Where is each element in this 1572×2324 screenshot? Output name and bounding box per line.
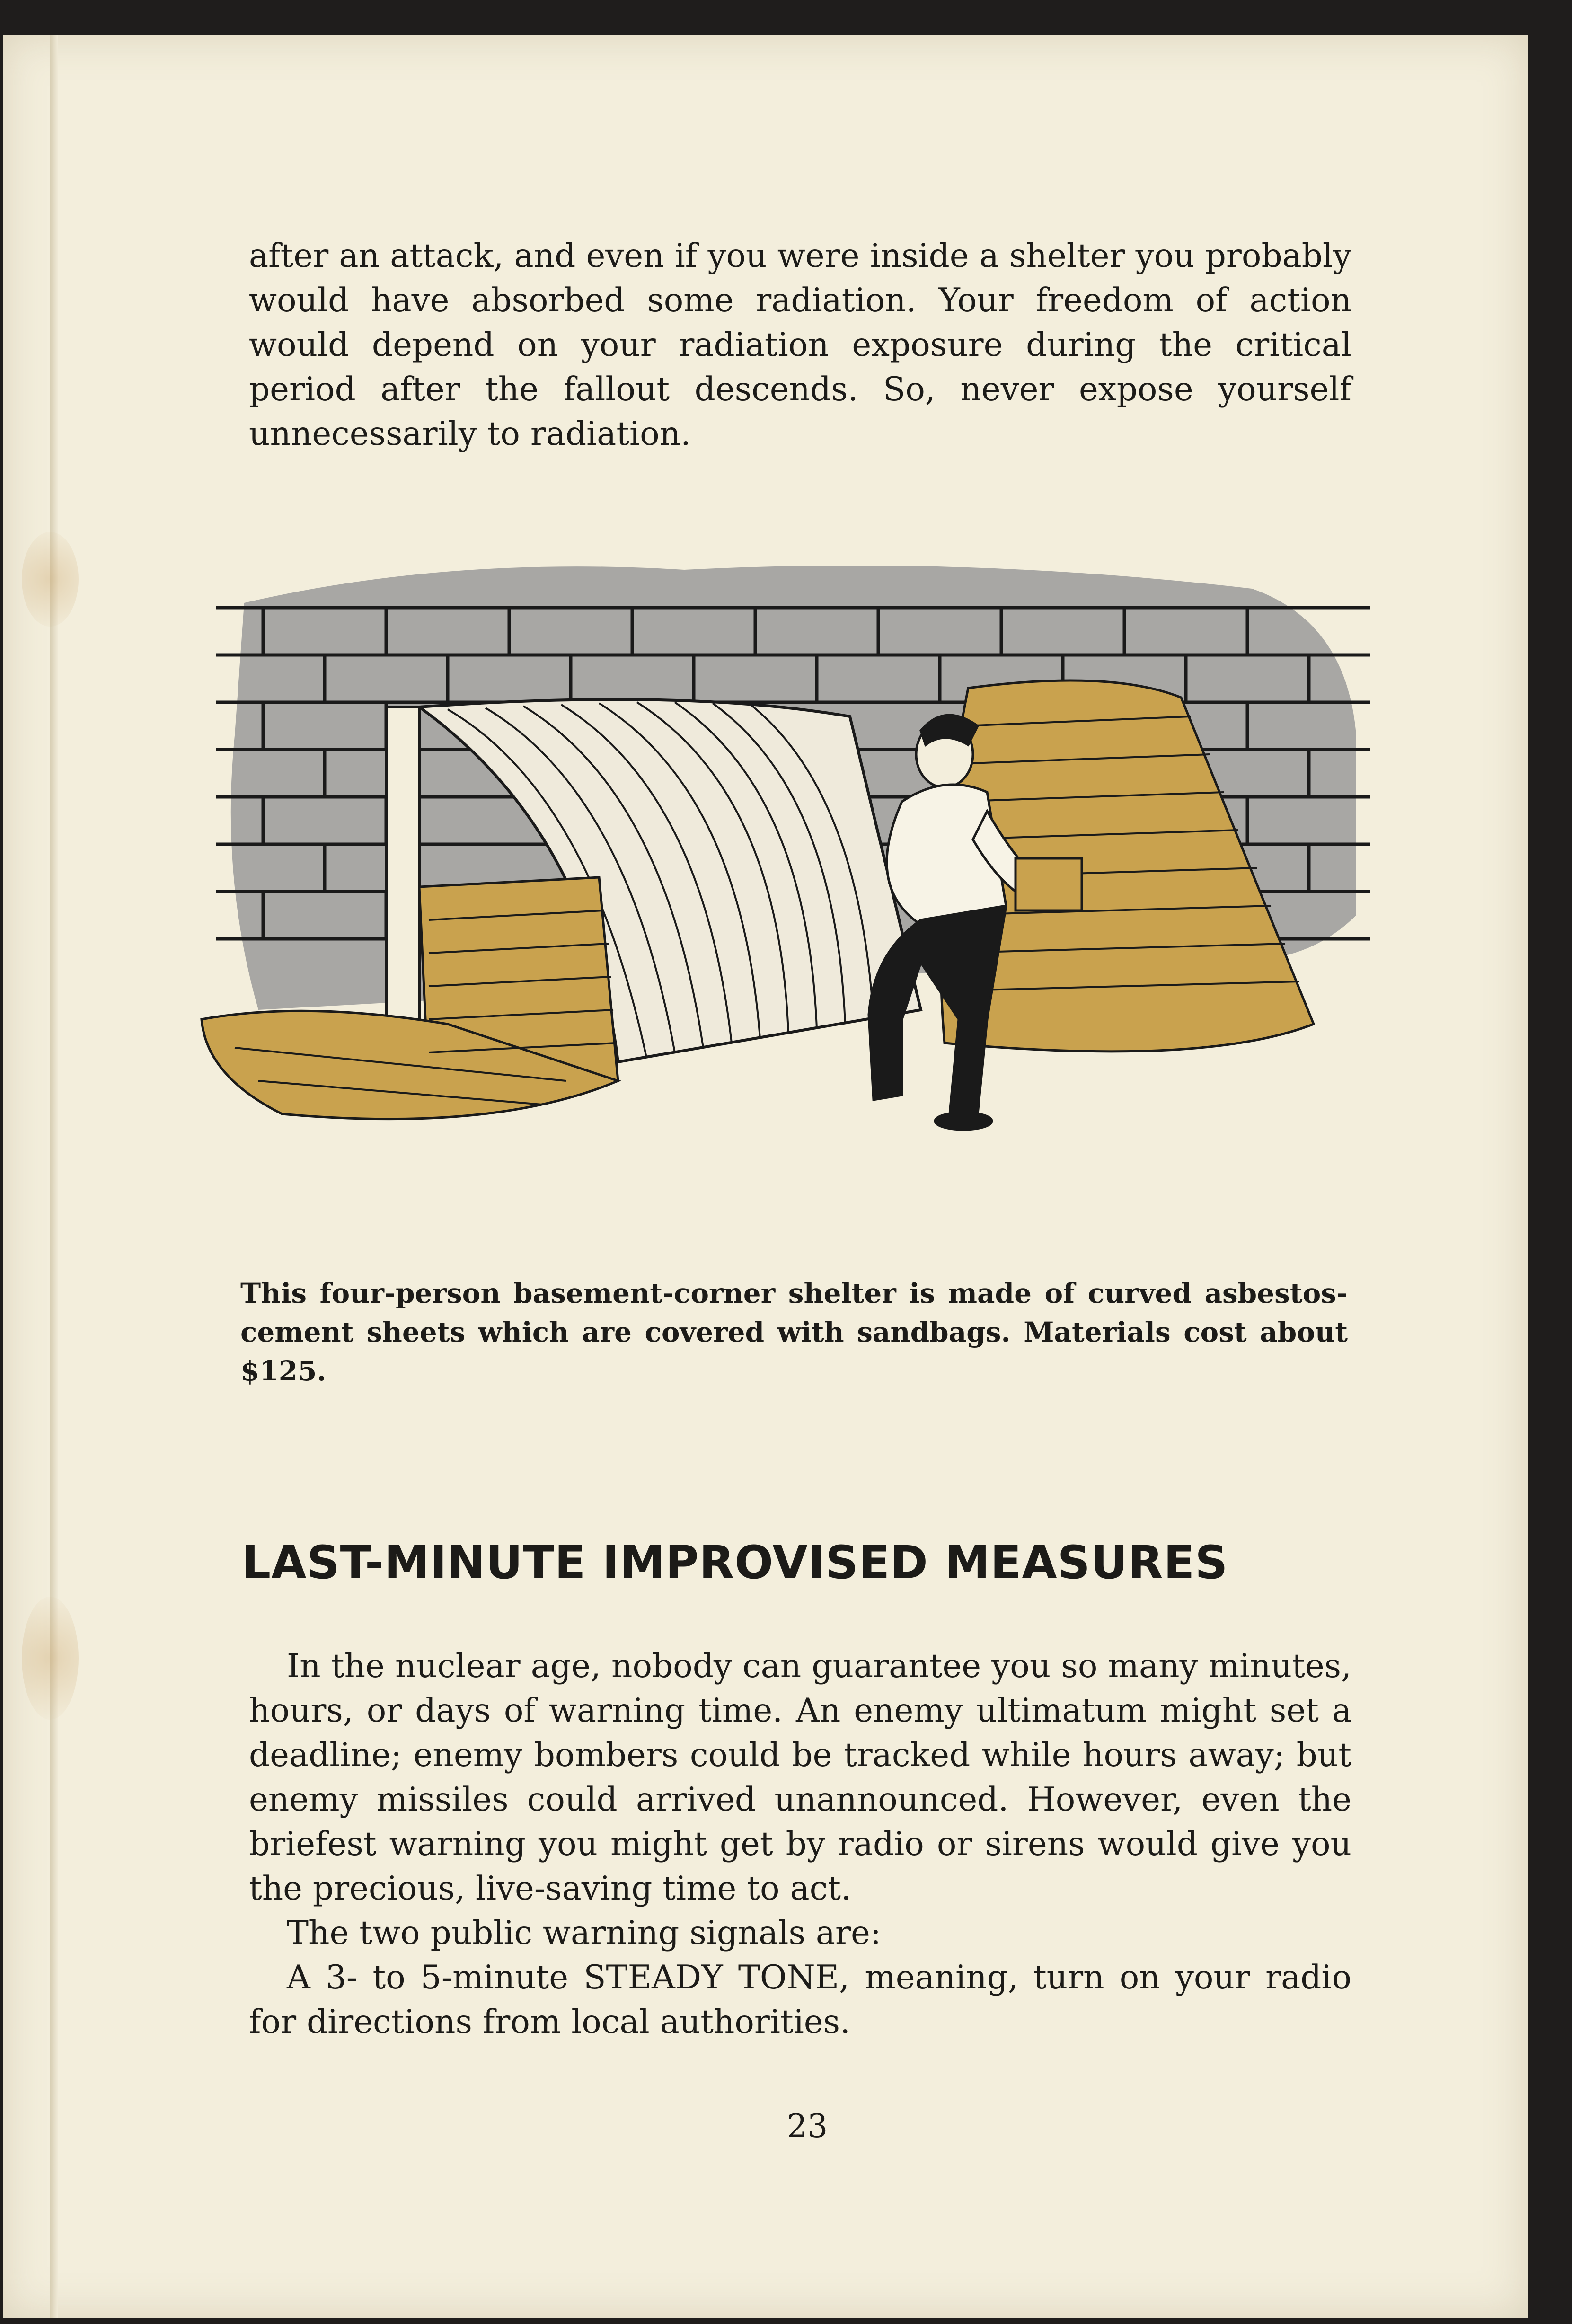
shelter-frame [386, 707, 419, 1067]
page-number: 23 [786, 2108, 828, 2145]
book-page [3, 35, 1528, 2318]
page-gutter [50, 35, 58, 2318]
body-paragraph: A 3- to 5-minute STEADY TONE, meaning, turn on your radio for directions from local authorities. [249, 1959, 1351, 2041]
body-paragraph: The two public warning signals are: [287, 1914, 882, 1952]
page-stain [22, 532, 79, 627]
page-stain [22, 1597, 79, 1720]
top-paragraph: after an attack, and even if you were inside a shelter you probably would have absorbed some radiation. Your freedom of action would depend on your radiation exposure during the critical period after the fallout descends. So, never expose yourself unnecessarily to radiation. [249, 237, 1351, 453]
section-heading: LAST-MINUTE IMPROVISED MEASURES [242, 1536, 1228, 1589]
shelter-illustration [164, 546, 1394, 1256]
figure-caption: This four-person basement-corner shelter is made of curved asbestos-cement sheets which are covered with sandbags. Materials cost about $125. [240, 1277, 1348, 1387]
body-paragraph: In the nuclear age, nobody can guarantee you so many minutes, hours, or days of warning time. An enemy ultimatum might set a deadline; enemy bombers could be tracked while hours away; but enemy missiles could arrived unannounced. However, even the briefest warning you might get by radio or sirens would give you the precious, live-saving time to act. [249, 1647, 1351, 1908]
